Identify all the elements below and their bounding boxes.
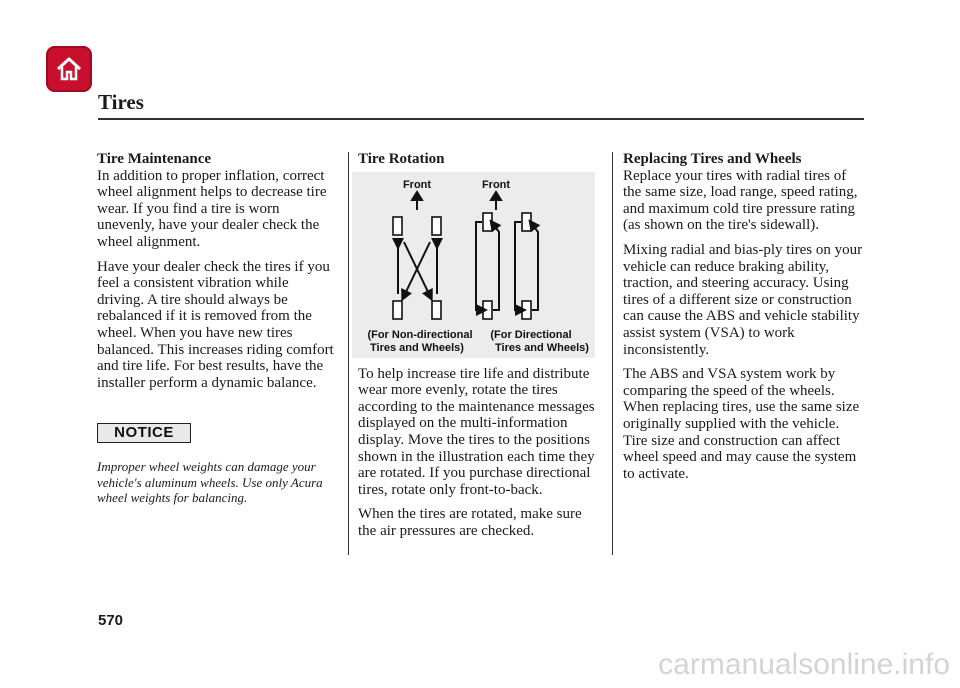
caption-non-directional-line1: (For Non-directional	[367, 328, 473, 341]
paragraph: To help increase tire life and distribute wear more evenly, rotate the tires according to the maintenance messages displayed on the multi-information display. Move the tires to the positions shown in the illustration each time they are rotated. If you purchase directional tires, rotate only front-to-back.	[358, 365, 595, 498]
tire-front-left	[393, 217, 402, 235]
tire-rear-right	[432, 301, 441, 319]
heading-tire-rotation: Tire Rotation	[358, 151, 445, 167]
tire-front-right	[432, 217, 441, 235]
title-divider	[98, 118, 864, 120]
paragraph: Have your dealer check the tires if you feel a consistent vibration while driving. A tire should always be rebalanced if it is removed from the wheel. When you have new tires balanced. This increases riding comfort and tire life. For best results, have the installer perform a dynamic balance.	[97, 258, 334, 391]
home-button[interactable]	[46, 46, 92, 92]
caption-directional-line1: (For Directional	[490, 328, 572, 341]
rotation-arrow	[515, 222, 521, 310]
rotation-arrow	[476, 222, 482, 310]
paragraph: The ABS and VSA system work by comparing the speed of the wheels. When replacing tires, use the same size originally supplied with the vehicle. Tire size and construction can affect wheel speed and may cause the system to activate.	[623, 366, 860, 482]
heading-replacing-tires: Replacing Tires and Wheels	[623, 151, 802, 167]
watermark: carmanualsonline.info	[658, 648, 950, 681]
rotation-arrow	[532, 224, 538, 310]
page-number: 570	[98, 612, 124, 629]
tire-rear-left	[483, 301, 492, 319]
caption-non-directional-line2: Tires and Wheels)	[370, 341, 464, 354]
notice-text: Improper wheel weights can damage your vehicle's aluminum wheels. Use only Acura wheel weights for balancing.	[97, 459, 323, 506]
column-divider-1	[348, 152, 349, 555]
rotation-arrow	[493, 224, 499, 310]
tire-rotation-diagram	[352, 172, 595, 358]
rotation-diagram-svg	[352, 172, 595, 358]
column-tire-maintenance	[97, 151, 339, 506]
paragraph: When the tires are rotated, make sure the air pressures are checked.	[358, 506, 582, 539]
front-label-left: Front	[402, 178, 432, 191]
page-title: Tires	[98, 90, 144, 114]
tire-front-right	[522, 213, 531, 231]
heading-tire-maintenance: Tire Maintenance	[97, 151, 212, 167]
front-arrow-right	[491, 192, 501, 210]
notice-badge: NOTICE	[97, 423, 191, 443]
tire-rear-left	[393, 301, 402, 319]
tire-rear-right	[522, 301, 531, 319]
tire-front-left	[483, 213, 492, 231]
column-tire-rotation	[358, 151, 600, 548]
paragraph: In addition to proper inflation, correct wheel alignment helps to decrease tire wear. If you find a tire is worn unevenly, have your dealer check the wheel alignment.	[97, 167, 327, 250]
home-icon	[54, 54, 84, 84]
front-arrow-left	[412, 192, 422, 210]
column-replacing-tires	[623, 151, 867, 490]
paragraph: Mixing radial and bias-ply tires on your vehicle can reduce braking ability, traction, and steering accuracy. Using tires of a different size or construction can cause the ABS and vehicle stability assist system (VSA) to work inconsistently.	[623, 241, 863, 358]
paragraph: Replace your tires with radial tires of the same size, load range, speed rating, and maximum cold tire pressure rating (as shown on the tire's sidewall).	[623, 167, 858, 234]
caption-directional-line2: Tires and Wheels)	[495, 341, 589, 354]
column-divider-2	[612, 152, 613, 555]
front-label-right: Front	[481, 178, 511, 191]
